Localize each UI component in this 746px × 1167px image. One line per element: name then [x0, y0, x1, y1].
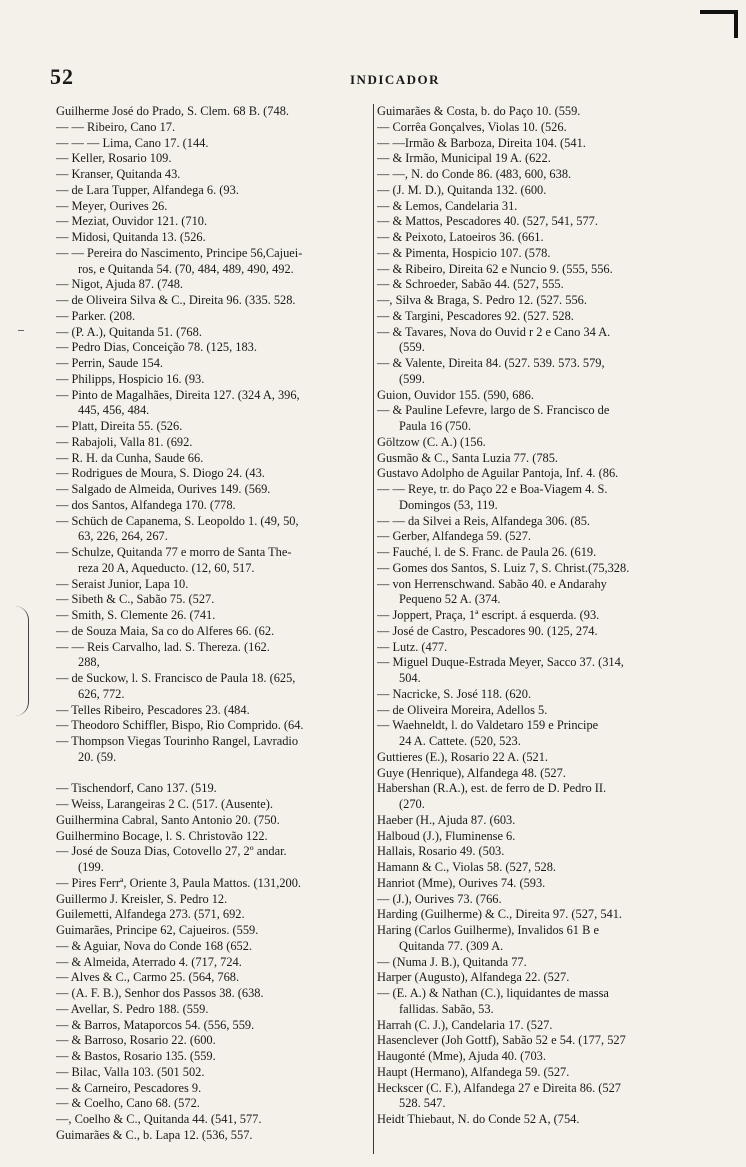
- directory-entry: — José de Castro, Pescadores 90. (125, 274.: [377, 623, 598, 638]
- directory-entry: — von Herrenschwand. Sabão 40. e Andarahy: [377, 576, 607, 591]
- directory-entry-continuation: Quitanda 77. (309 A.: [399, 938, 504, 953]
- directory-entry: Hasenclever (Joh Gottf), Sabão 52 e 54. (177, 527: [377, 1033, 626, 1048]
- directory-entry-continuation: 445, 456, 484.: [78, 403, 150, 418]
- directory-entry-continuation: Pequeno 52 A. (374.: [399, 592, 501, 607]
- directory-entry: — Nigot, Ajuda 87. (748.: [56, 277, 183, 292]
- directory-entry: Guimarães & C., b. Lapa 12. (536, 557.: [56, 1127, 253, 1142]
- directory-entry: Harrah (C. J.), Candelaria 17. (527.: [377, 1017, 553, 1032]
- directory-entry: — & Barros, Mataporcos 54. (556, 559.: [56, 1017, 255, 1032]
- directory-entry: — (E. A.) & Nathan (C.), liquidantes de massa: [377, 986, 609, 1000]
- directory-entry: Guilherme José do Prado, S. Clem. 68 B. (748.: [56, 104, 289, 118]
- directory-entry: — & Valente, Direita 84. (527. 539. 573. 579,: [377, 356, 605, 370]
- directory-entry: — & Tavares, Nova do Ouvid r 2 e Cano 34 A.: [377, 324, 611, 339]
- directory-entry: — (A. F. B.), Senhor dos Passos 38. (638.: [56, 986, 264, 1000]
- directory-entry: — Thompson Viegas Tourinho Rangel, Lavradio: [56, 734, 299, 748]
- directory-entry-continuation: 288,: [78, 655, 100, 670]
- directory-entry: — & Barroso, Rosario 22. (600.: [56, 1033, 216, 1048]
- directory-entry-continuation: 20. (59.: [78, 749, 117, 764]
- directory-entry: — — — Lima, Cano 17. (144.: [56, 135, 209, 150]
- directory-entry: — Miguel Duque-Estrada Meyer, Sacco 37. (314,: [377, 655, 624, 670]
- directory-entry: — Pedro Dias, Conceição 78. (125, 183.: [56, 340, 257, 355]
- directory-entry: — Schulze, Quitanda 77 e morro de Santa The-: [56, 545, 292, 559]
- directory-entry: — Telles Ribeiro, Pescadores 23. (484.: [56, 702, 250, 717]
- directory-entry: — Salgado de Almeida, Ourives 149. (569.: [56, 482, 271, 496]
- directory-entry: — José de Souza Dias, Cotovello 27, 2º andar.: [56, 844, 287, 859]
- directory-entry: — Sibeth & C., Sabão 75. (527.: [56, 592, 215, 607]
- directory-entry-continuation: ros, e Quitanda 54. (70, 484, 489, 490, 492.: [78, 261, 294, 276]
- directory-entry: — Weiss, Larangeiras 2 C. (517. (Ausente).: [56, 797, 273, 811]
- directory-entry: — — Reis Carvalho, lad. S. Thereza. (162.: [56, 639, 270, 654]
- directory-entry: —, Silva & Braga, S. Pedro 12. (527. 556.: [377, 293, 587, 307]
- directory-entry: Habershan (R.A.), est. de ferro de D. Pedro II.: [377, 781, 607, 796]
- page-corner-mark: [700, 10, 738, 38]
- running-title: INDICADOR: [350, 72, 441, 87]
- directory-entry: — Schüch de Capanema, S. Leopoldo 1. (49, 50,: [56, 513, 299, 528]
- directory-entry: — Lutz. (477.: [377, 639, 448, 654]
- directory-entry: Haring (Carlos Guilherme), Invalidos 61 B e: [377, 923, 599, 937]
- margin-bracket: [6, 606, 29, 716]
- directory-entry: — de Lara Tupper, Alfandega 6. (93.: [56, 182, 239, 197]
- directory-entry: — Platt, Direita 55. (526.: [56, 419, 183, 433]
- directory-entry: Guillermo J. Kreisler, S. Pedro 12.: [56, 891, 228, 906]
- directory-entry: Hanriot (Mme), Ourives 74. (593.: [377, 875, 546, 890]
- directory-entry: Guion, Ouvidor 155. (590, 686.: [377, 387, 534, 402]
- directory-entry: — Alves & C., Carmo 25. (564, 768.: [56, 970, 240, 985]
- directory-entry: — Pinto de Magalhães, Direita 127. (324 A, 396,: [56, 387, 300, 402]
- directory-entry-continuation: Paula 16 (750.: [399, 419, 471, 433]
- directory-entry: — Meziat, Ouvidor 121. (710.: [56, 214, 208, 229]
- directory-entry: — de Souza Maia, Sa co do Alferes 66. (62.: [56, 623, 275, 638]
- directory-entry: — (Numa J. B.), Quitanda 77.: [377, 954, 527, 969]
- directory-entry: — Rodrigues de Moura, S. Diogo 24. (43.: [56, 466, 265, 481]
- directory-entry: — Pires Ferrª, Oriente 3, Paula Mattos. (131,200.: [56, 875, 301, 890]
- directory-entry-continuation: Domingos (53, 119.: [399, 497, 498, 512]
- directory-entry: — & Ribeiro, Direita 62 e Nuncio 9. (555, 556.: [377, 261, 613, 276]
- directory-entry: — & Coelho, Cano 68. (572.: [56, 1096, 200, 1111]
- directory-entry: — & Bastos, Rosario 135. (559.: [56, 1049, 216, 1063]
- directory-entry: — Keller, Rosario 109.: [56, 151, 172, 166]
- directory-entry: — Gerber, Alfandega 59. (527.: [377, 529, 531, 544]
- directory-entry: Heidt Thiebaut, N. do Conde 52 A, (754.: [377, 1112, 580, 1126]
- directory-entry: — Nacricke, S. José 118. (620.: [377, 686, 532, 701]
- directory-entry: — Avellar, S. Pedro 188. (559.: [56, 1001, 209, 1016]
- margin-mark: [18, 330, 24, 331]
- directory-entry: Heckscer (C. F.), Alfandega 27 e Direita 86. (527: [377, 1080, 621, 1095]
- directory-entry: Harper (Augusto), Alfandega 22. (527.: [377, 970, 570, 985]
- directory-entry: [56, 766, 372, 782]
- directory-entry: — de Suckow, l. S. Francisco de Paula 18. (625,: [56, 671, 296, 685]
- directory-entry-continuation: 626, 772.: [78, 686, 125, 701]
- page-number: 52: [50, 64, 74, 89]
- directory-entry: — & Carneiro, Pescadores 9.: [56, 1080, 202, 1095]
- directory-entry-continuation: (199.: [78, 860, 104, 874]
- directory-entry: Guilhermina Cabral, Santo Antonio 20. (750.: [56, 812, 280, 827]
- directory-entry: — & Mattos, Pescadores 40. (527, 541, 577.: [377, 214, 598, 229]
- directory-entry: Haeber (H., Ajuda 87. (603.: [377, 812, 516, 827]
- directory-entry: Halboud (J.), Fluminense 6.: [377, 828, 516, 843]
- directory-entry: — (J.), Ourives 73. (766.: [377, 891, 502, 906]
- directory-entry: — Fauché, l. de S. Franc. de Paula 26. (619.: [377, 545, 597, 559]
- directory-entry: — & Aguiar, Nova do Conde 168 (652.: [56, 938, 253, 953]
- directory-entry: — dos Santos, Alfandega 170. (778.: [56, 497, 236, 512]
- directory-entry-continuation: reza 20 A, Aqueducto. (12, 60, 517.: [78, 560, 255, 575]
- directory-entry: — (P. A.), Quitanda 51. (768.: [56, 324, 202, 339]
- directory-entry: Guilhermino Bocage, l. S. Christovão 122.: [56, 828, 268, 843]
- directory-entry: — de Oliveira Silva & C., Direita 96. (335. 528.: [56, 293, 296, 307]
- directory-entry: — Rabajoli, Valla 81. (692.: [56, 434, 193, 449]
- directory-entry: — Parker. (208.: [56, 308, 136, 323]
- directory-entry: — — Reye, tr. do Paço 22 e Boa-Viagem 4. S.: [377, 482, 608, 496]
- directory-entry-continuation: (559.: [399, 340, 425, 355]
- directory-entry: — R. H. da Cunha, Saude 66.: [56, 450, 204, 465]
- directory-entry: — — da Silvei a Reis, Alfandega 306. (85.: [377, 513, 591, 528]
- directory-entry-continuation: 63, 226, 264, 267.: [78, 529, 168, 544]
- directory-entry-continuation: (270.: [399, 797, 425, 811]
- directory-entry: Guttieres (E.), Rosario 22 A. (521.: [377, 749, 549, 764]
- page-header: [50, 64, 710, 94]
- directory-entry: — Perrin, Saude 154.: [56, 356, 164, 370]
- directory-entry-continuation: (599.: [399, 371, 425, 386]
- directory-entry: Gustavo Adolpho de Aguilar Pantoja, Inf. 4. (86.: [377, 466, 619, 481]
- directory-entry: — Smith, S. Clemente 26. (741.: [56, 608, 216, 622]
- directory-entry-continuation: 24 A. Cattete. (520, 523.: [399, 734, 521, 748]
- directory-entry: — —, N. do Conde 86. (483, 600, 638.: [377, 167, 572, 181]
- directory-entry: — & Pimenta, Hospicio 107. (578.: [377, 245, 551, 260]
- directory-entry: —, Coelho & C., Quitanda 44. (541, 577.: [56, 1112, 262, 1126]
- directory-entry: — Gomes dos Santos, S. Luiz 7, S. Christ.(75,328.: [377, 560, 630, 575]
- directory-entry: Hamann & C., Violas 58. (527, 528.: [377, 860, 557, 874]
- directory-entry: — & Almeida, Aterrado 4. (717, 724.: [56, 954, 242, 969]
- directory-entry: — Bilac, Valla 103. (501 502.: [56, 1064, 205, 1079]
- directory-entry: — & Lemos, Candelaria 31.: [377, 198, 518, 213]
- directory-entry: — Kranser, Quitanda 43.: [56, 167, 181, 181]
- directory-entry: — Philipps, Hospicio 16. (93.: [56, 371, 205, 386]
- directory-entry: — & Schroeder, Sabão 44. (527, 555.: [377, 277, 564, 292]
- directory-entry: — Seraist Junior, Lapa 10.: [56, 576, 189, 591]
- directory-entry: — Theodoro Schiffler, Bispo, Rio Comprido. (64.: [56, 718, 304, 733]
- directory-entry: — (J. M. D.), Quitanda 132. (600.: [377, 182, 547, 197]
- directory-entry-continuation: 528. 547.: [399, 1096, 446, 1111]
- directory-entry-continuation: 504.: [399, 671, 421, 685]
- directory-entry: — & Irmão, Municipal 19 A. (622.: [377, 151, 551, 166]
- directory-entry: Guimarães, Principe 62, Cajueiros. (559.: [56, 923, 259, 937]
- directory-entry: Harding (Guilherme) & C., Direita 97. (527, 541.: [377, 907, 623, 922]
- directory-entry: — Corrêa Gonçalves, Violas 10. (526.: [377, 119, 567, 134]
- directory-entry: — — Ribeiro, Cano 17.: [56, 119, 176, 134]
- directory-entry: — & Targini, Pescadores 92. (527. 528.: [377, 308, 574, 323]
- left-column: [56, 104, 372, 1159]
- directory-entry: — —Irmão & Barboza, Direita 104. (541.: [377, 135, 586, 150]
- directory-entry: — — Pereira do Nascimento, Principe 56,Cajuei-: [56, 245, 303, 260]
- directory-entry: — Tischendorf, Cano 137. (519.: [56, 781, 217, 796]
- right-column: [377, 104, 739, 1159]
- directory-entry: Haupt (Hermano), Alfandega 59. (527.: [377, 1064, 570, 1079]
- directory-entry: Haugonté (Mme), Ajuda 40. (703.: [377, 1049, 546, 1063]
- column-divider: [373, 104, 374, 1154]
- directory-entry: Gusmão & C., Santa Luzia 77. (785.: [377, 450, 559, 465]
- directory-entry: Guye (Henrique), Alfandega 48. (527.: [377, 765, 566, 780]
- directory-entry: — Meyer, Ourives 26.: [56, 198, 168, 213]
- directory-entry: — Midosi, Quitanda 13. (526.: [56, 230, 206, 244]
- directory-entry: Hallais, Rosario 49. (503.: [377, 844, 505, 859]
- directory-entry: Guilemetti, Alfandega 273. (571, 692.: [56, 907, 245, 922]
- directory-entry: — & Peixoto, Latoeiros 36. (661.: [377, 230, 544, 244]
- directory-entry: — Waehneldt, l. do Valdetaro 159 e Principe: [377, 718, 599, 733]
- directory-entry: — Joppert, Praça, 1ª escript. á esquerda. (93.: [377, 608, 600, 622]
- directory-entry-continuation: fallidas. Sabão, 53.: [399, 1001, 494, 1016]
- directory-entry: Guimarães & Costa, b. do Paço 10. (559.: [377, 104, 581, 118]
- directory-entry: Göltzow (C. A.) (156.: [377, 434, 486, 449]
- directory-entry: — & Pauline Lefevre, largo de S. Francisco de: [377, 403, 610, 418]
- directory-entry: — de Oliveira Moreira, Adellos 5.: [377, 702, 548, 717]
